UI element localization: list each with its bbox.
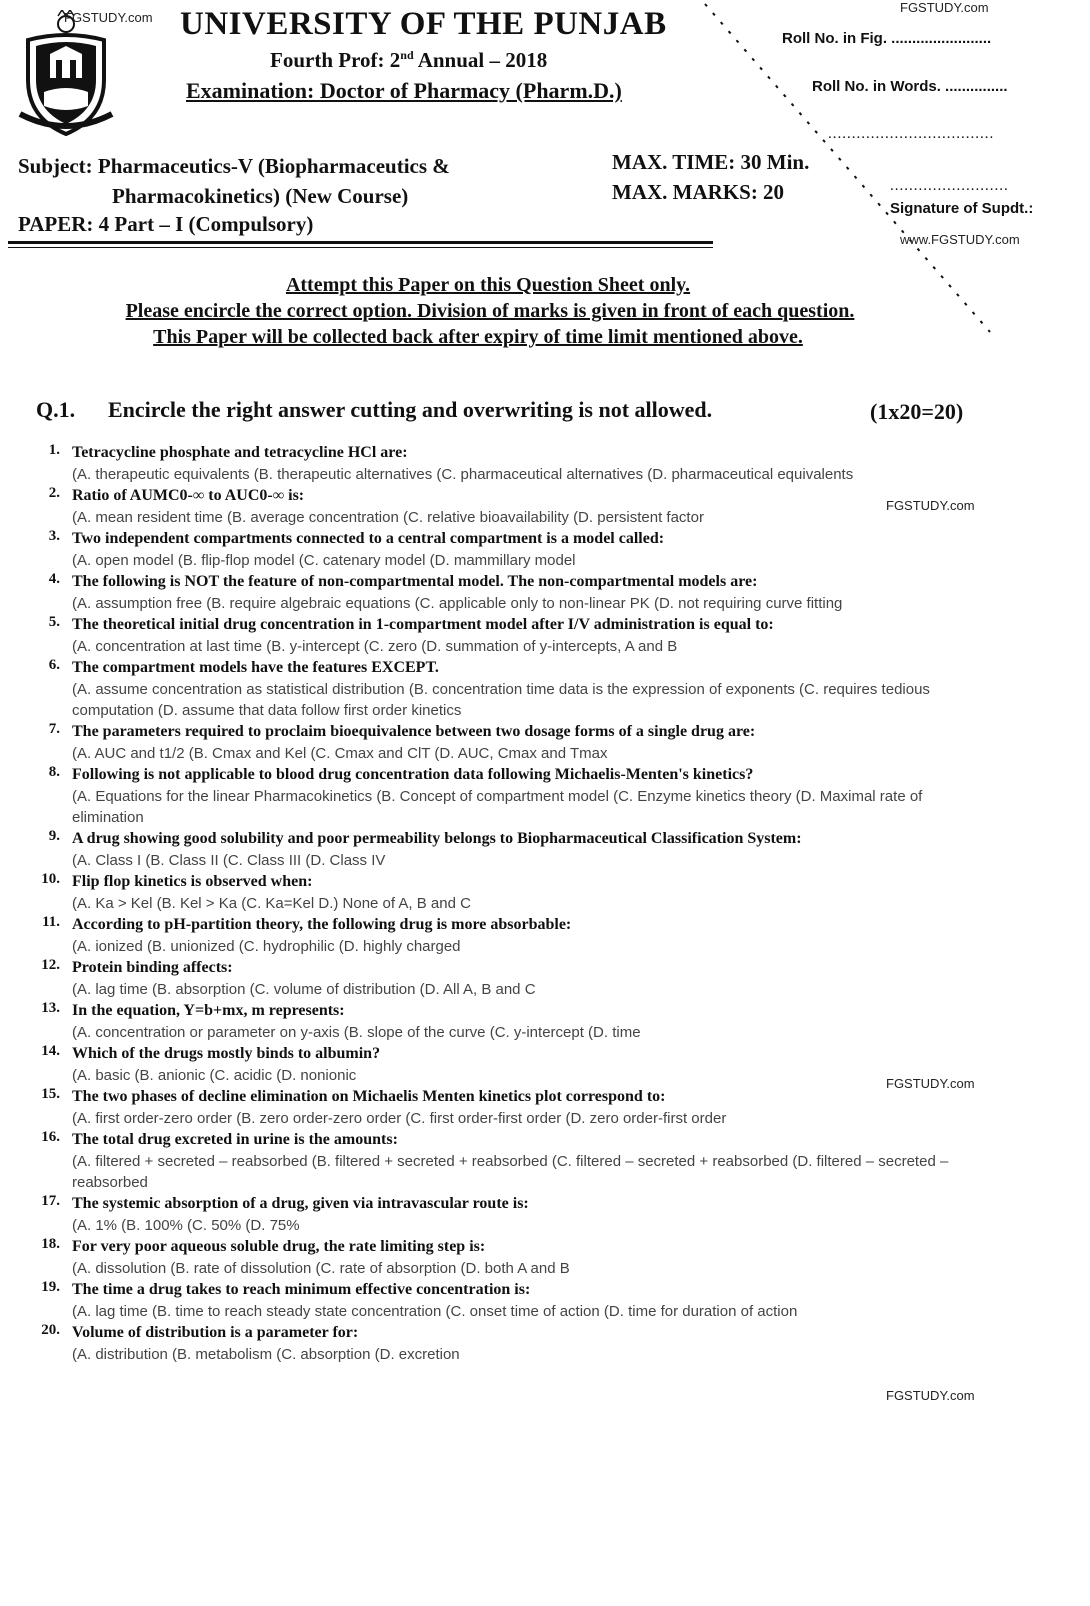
- mcq-question: The total drug excreted in urine is the amounts:: [72, 1131, 398, 1148]
- mcq-question: The time a drug takes to reach minimum effective concentration is:: [72, 1281, 531, 1298]
- mcq-options[interactable]: (A. lag time (B. absorption (C. volume of distribution (D. All A, B and C: [72, 981, 536, 998]
- mcq-item: 15. The two phases of decline elimination on Michaelis Menten kinetics plot correspond to: (A. first order-zero order (B. zero order-zero order (C. first order-first order (D. zero order-first order: [30, 1086, 1030, 1129]
- mcq-item: 3. Two independent compartments connected to a central compartment is a model called: (A. open model (B. flip-flop model (C. catenary model (D. mammillary model: [30, 528, 1030, 571]
- mcq-item: 11. According to pH-partition theory, the following drug is more absorbable: (A. ionized (B. unionized (C. hydrophilic (D. highly charged: [30, 914, 1030, 957]
- mcq-item: 8. Following is not applicable to blood drug concentration data following Michaelis-Menten's kinetics? (A. Equations for the linear Pharmacokinetics (B. Concept of compartment model (C. Enzyme kinetics theory (D. Maximal rate of elimination: [30, 764, 1030, 828]
- mcq-question: The compartment models have the features EXCEPT.: [72, 659, 439, 676]
- mcq-question: Ratio of AUMC0-∞ to AUC0-∞ is:: [72, 487, 305, 504]
- subject-line-1: Subject: Pharmaceutics-V (Biopharmaceutics &: [18, 154, 450, 178]
- mcq-question: Flip flop kinetics is observed when:: [72, 873, 313, 890]
- mcq-options[interactable]: (A. open model (B. flip-flop model (C. catenary model (D. mammillary model: [72, 552, 576, 569]
- question-marks: (1x20=20): [870, 399, 964, 424]
- question-label: Q.1.: [36, 397, 76, 422]
- mcq-item: 16. The total drug excreted in urine is the amounts: (A. filtered + secreted – reabsorbed (B. filtered + secreted + reabsorbed (C. filtered – secreted + reabsorbed (D. filtered – secreted – reabsorbed: [30, 1129, 1030, 1193]
- mcq-item: 5. The theoretical initial drug concentration in 1-compartment model after I/V administration is equal to: (A. concentration at last time (B. y-intercept (C. zero (D. summation of y-intercepts, A and B: [30, 614, 1030, 657]
- mcq-options[interactable]: (A. concentration at last time (B. y-intercept (C. zero (D. summation of y-intercepts, A and B: [72, 638, 678, 655]
- mcq-question: Following is not applicable to blood drug concentration data following Michaelis-Menten's kinetics?: [72, 766, 754, 783]
- watermark: www.FGSTUDY.com: [900, 232, 1020, 247]
- mcq-item: 4. The following is NOT the feature of non-compartmental model. The non-compartmental models are: (A. assumption free (B. require algebraic equations (C. applicable only to non-linear PK (D. not requiring curve fitting: [30, 571, 1030, 614]
- mcq-options[interactable]: (A. therapeutic equivalents (B. therapeutic alternatives (C. pharmaceutical alternatives (D. pharmaceutical equivalents: [72, 466, 854, 483]
- mcq-options[interactable]: (A. Ka > Kel (B. Kel > Ka (C. Ka=Kel D.) None of A, B and C: [72, 895, 471, 912]
- mcq-question: Protein binding affects:: [72, 959, 233, 976]
- watermark: FGSTUDY.com: [886, 1388, 975, 1403]
- mcq-options[interactable]: (A. 1% (B. 100% (C. 50% (D. 75%: [72, 1217, 300, 1234]
- mcq-item: 9. A drug showing good solubility and poor permeability belongs to Biopharmaceutical Classification System: (A. Class I (B. Class II (C. Class III (D. Class IV: [30, 828, 1030, 871]
- mcq-options[interactable]: (A. filtered + secreted – reabsorbed (B. filtered + secreted + reabsorbed (C. filtered – secreted + reabsorbed (D. filtered – secreted – reabsorbed: [72, 1153, 949, 1191]
- mcq-question: Tetracycline phosphate and tetracycline HCl are:: [72, 444, 408, 461]
- mcq-question: According to pH-partition theory, the following drug is more absorbable:: [72, 916, 572, 933]
- watermark: FGSTUDY.com: [64, 10, 153, 25]
- mcq-item: 18. For very poor aqueous soluble drug, the rate limiting step is: (A. dissolution (B. rate of dissolution (C. rate of absorption (D. both A and B: [30, 1236, 1030, 1279]
- mcq-options[interactable]: (A. mean resident time (B. average concentration (C. relative bioavailability (D. persistent factor: [72, 509, 704, 526]
- mcq-options[interactable]: (A. assume concentration as statistical distribution (B. concentration time data is the expression of exponents (C. requires tedious computation (D. assume that data follow first order kinetics: [72, 681, 930, 719]
- university-title: UNIVERSITY OF THE PUNJAB: [180, 6, 667, 42]
- mcq-options[interactable]: (A. Class I (B. Class II (C. Class III (D. Class IV: [72, 852, 386, 869]
- mcq-question: Two independent compartments connected to a central compartment is a model called:: [72, 530, 665, 547]
- mcq-options[interactable]: (A. Equations for the linear Pharmacokinetics (B. Concept of compartment model (C. Enzyme kinetics theory (D. Maximal rate of elimination: [72, 788, 923, 826]
- mcq-question: For very poor aqueous soluble drug, the rate limiting step is:: [72, 1238, 486, 1255]
- mcq-options[interactable]: (A. basic (B. anionic (C. acidic (D. nonionic: [72, 1067, 357, 1084]
- mcq-question: The systemic absorption of a drug, given via intravascular route is:: [72, 1195, 529, 1212]
- paper-label: PAPER: 4 Part – I (Compulsory): [18, 212, 314, 236]
- instruction-2: Please encircle the correct option. Division of marks is given in front of each question.: [125, 300, 855, 322]
- watermark: FGSTUDY.com: [886, 498, 975, 513]
- mcq-question: Which of the drugs mostly binds to albumin?: [72, 1045, 381, 1062]
- mcq-item: 1. Tetracycline phosphate and tetracycline HCl are: (A. therapeutic equivalents (B. therapeutic alternatives (C. pharmaceutical alternatives (D. pharmaceutical equivalents: [30, 442, 1030, 485]
- roll-no-words-field[interactable]: Roll No. in Words. ...............: [812, 78, 1008, 95]
- mcq-question: The following is NOT the feature of non-compartmental model. The non-compartmental models are:: [72, 573, 758, 590]
- mcq-question: The theoretical initial drug concentration in 1-compartment model after I/V administration is equal to:: [72, 616, 774, 633]
- exam-year: Fourth Prof: 2nd Annual – 2018: [270, 48, 548, 72]
- signature-line[interactable]: .........................: [890, 178, 1009, 194]
- question-heading: Encircle the right answer cutting and overwriting is not allowed.: [108, 397, 713, 422]
- mcq-item: 19. The time a drug takes to reach minimum effective concentration is: (A. lag time (B. time to reach steady state concentration (C. onset time of action (D. time for duration of action: [30, 1279, 1030, 1322]
- mcq-item: 20. Volume of distribution is a parameter for: (A. distribution (B. metabolism (C. absorption (D. excretion: [30, 1322, 1030, 1365]
- mcq-item: 12. Protein binding affects: (A. lag time (B. absorption (C. volume of distribution (D. All A, B and C: [30, 957, 1030, 1000]
- mcq-question: The parameters required to proclaim bioequivalence between two dosage forms of a single drug are:: [72, 723, 756, 740]
- mcq-list: [30, 442, 1030, 1365]
- mcq-item: 10. Flip flop kinetics is observed when: (A. Ka > Kel (B. Kel > Ka (C. Ka=Kel D.) None of A, B and C: [30, 871, 1030, 914]
- roll-no-fig-field[interactable]: Roll No. in Fig. ........................: [782, 30, 992, 47]
- header-rule: [8, 241, 713, 244]
- mcq-options[interactable]: (A. dissolution (B. rate of dissolution (C. rate of absorption (D. both A and B: [72, 1260, 570, 1277]
- roll-no-words-line[interactable]: ...................................: [828, 126, 995, 142]
- mcq-item: 17. The systemic absorption of a drug, given via intravascular route is: (A. 1% (B. 100% (C. 50% (D. 75%: [30, 1193, 1030, 1236]
- subject-line-2: Pharmacokinetics) (New Course): [112, 184, 409, 208]
- mcq-item: 7. The parameters required to proclaim bioequivalence between two dosage forms of a single drug are: (A. AUC and t1/2 (B. Cmax and Kel (C. Cmax and ClT (D. AUC, Cmax and Tmax: [30, 721, 1030, 764]
- mcq-item: 2. Ratio of AUMC0-∞ to AUC0-∞ is: (A. mean resident time (B. average concentration (C. relative bioavailability (D. persistent factor: [30, 485, 1030, 528]
- max-marks: MAX. MARKS: 20: [612, 180, 785, 204]
- signature-label: Signature of Supdt.:: [890, 200, 1034, 217]
- mcq-options[interactable]: (A. concentration or parameter on y-axis (B. slope of the curve (C. y-intercept (D. time: [72, 1024, 641, 1041]
- watermark: FGSTUDY.com: [886, 1076, 975, 1091]
- mcq-options[interactable]: (A. distribution (B. metabolism (C. absorption (D. excretion: [72, 1346, 460, 1363]
- max-time: MAX. TIME: 30 Min.: [612, 150, 810, 174]
- mcq-item: 14. Which of the drugs mostly binds to albumin? (A. basic (B. anionic (C. acidic (D. nonionic: [30, 1043, 1030, 1086]
- mcq-question: A drug showing good solubility and poor permeability belongs to Biopharmaceutical Classification System:: [72, 830, 802, 847]
- watermark: FGSTUDY.com: [900, 0, 989, 15]
- examination-title: Examination: Doctor of Pharmacy (Pharm.D.): [186, 78, 622, 103]
- mcq-options[interactable]: (A. ionized (B. unionized (C. hydrophilic (D. highly charged: [72, 938, 461, 955]
- mcq-item: 6. The compartment models have the features EXCEPT. (A. assume concentration as statistical distribution (B. concentration time data is the expression of exponents (C. requires tedious computation (D. assume that data follow first order kinetics: [30, 657, 1030, 721]
- mcq-options[interactable]: (A. first order-zero order (B. zero order-zero order (C. first order-first order (D. zero order-first order: [72, 1110, 727, 1127]
- mcq-options[interactable]: (A. assumption free (B. require algebraic equations (C. applicable only to non-linear PK (D. not requiring curve fitting: [72, 595, 843, 612]
- mcq-question: Volume of distribution is a parameter for:: [72, 1324, 359, 1341]
- header-rule: [8, 247, 713, 248]
- instruction-1: Attempt this Paper on this Question Sheet only.: [285, 274, 691, 296]
- instruction-3: This Paper will be collected back after expiry of time limit mentioned above.: [153, 326, 803, 348]
- mcq-question: The two phases of decline elimination on Michaelis Menten kinetics plot correspond to:: [72, 1088, 666, 1105]
- mcq-question: In the equation, Y=b+mx, m represents:: [72, 1002, 345, 1019]
- mcq-item: 13. In the equation, Y=b+mx, m represents: (A. concentration or parameter on y-axis (B. slope of the curve (C. y-intercept (D. time: [30, 1000, 1030, 1043]
- mcq-options[interactable]: (A. lag time (B. time to reach steady state concentration (C. onset time of action (D. time for duration of action: [72, 1303, 798, 1320]
- mcq-options[interactable]: (A. AUC and t1/2 (B. Cmax and Kel (C. Cmax and ClT (D. AUC, Cmax and Tmax: [72, 745, 608, 762]
